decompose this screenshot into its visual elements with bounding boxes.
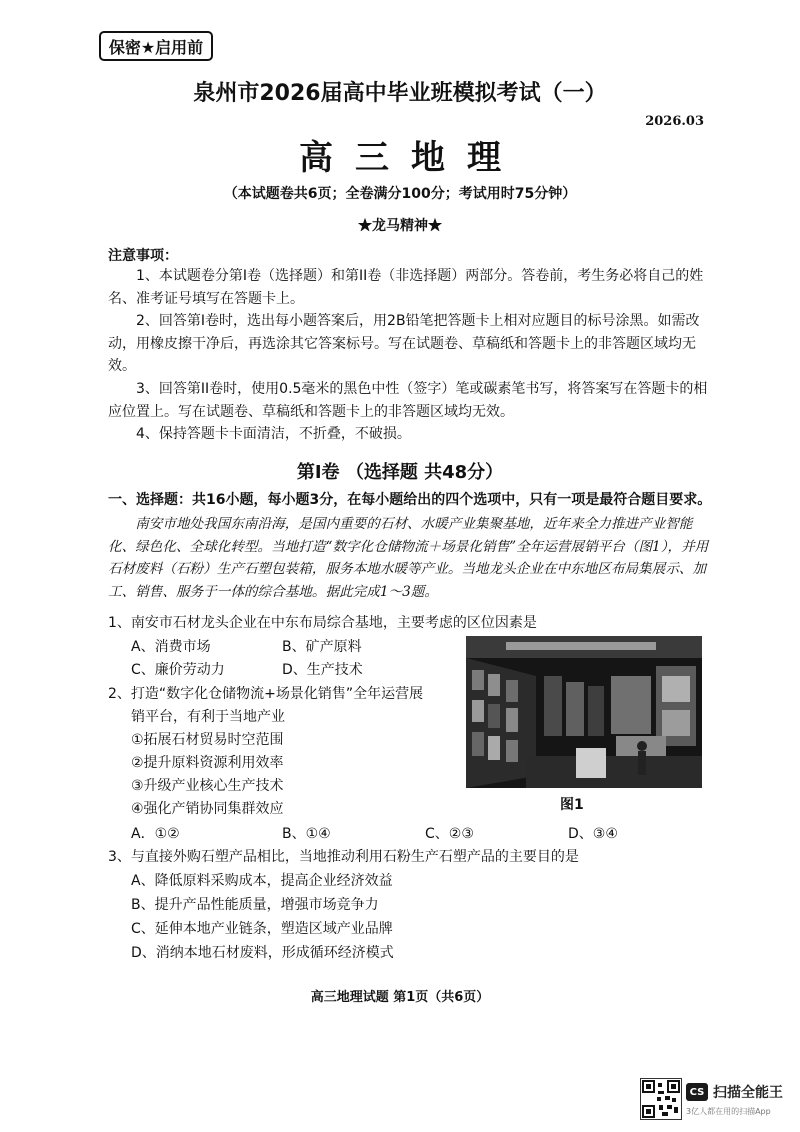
figure-1-label: 图1: [560, 797, 584, 813]
note-item: 4、保持答题卡卡面清洁，不折叠，不破损。: [136, 426, 411, 443]
cs-logo-icon: CS: [686, 1083, 708, 1101]
q2-option-c: C、②③: [425, 826, 474, 842]
paper-info: （本试题卷共6页；全卷满分100分；考试用时75分钟）: [223, 186, 577, 202]
q3-option-c: C、延伸本地产业链条，塑造区域产业品牌: [131, 921, 393, 937]
notes-section: [108, 245, 714, 446]
note-item: 1、本试题卷分第I卷（选择题）和第II卷（非选择题）两部分。答卷前，考生务必将自己的姓名、准考证号填写在答题卡上。: [108, 268, 704, 307]
q3-option-d: D、消纳本地石材废料，形成循环经济模式: [131, 945, 394, 961]
question-2-stem: 2、打造“数字化仓储物流+场景化销售”全年运营展: [108, 686, 424, 702]
note-item: 3、回答第II卷时，使用0.5毫米的黑色中性（签字）笔或碳素笔书写，将答案写在答题卡的相应位置上。写在试题卷、草稿纸和答题卡上的非答题区域均无效。: [108, 380, 708, 420]
q3-option-a: A、降低原料采购成本，提高企业经济效益: [131, 873, 393, 889]
question-1-stem: 1、南安市石材龙头企业在中东布局综合基地，主要考虑的区位因素是: [108, 615, 537, 631]
q2-statement: ④强化产销协同集群效应: [131, 801, 284, 817]
q1-option-d: D、生产技术: [282, 662, 363, 678]
scanner-app-tagline: 3亿人都在用的扫描App: [686, 1107, 771, 1116]
q2-statement: ②提升原料资源利用效率: [131, 755, 284, 771]
notes-heading: 注意事项：: [108, 248, 178, 264]
q1-option-a: A、消费市场: [131, 639, 211, 655]
q2-option-d: D、③④: [568, 826, 618, 842]
qr-code-icon: [640, 1078, 682, 1120]
q3-option-b: B、提升产品性能质量，增强市场竞争力: [131, 897, 379, 913]
page-footer: 高三地理试题 第1页（共6页）: [310, 990, 490, 1005]
passage: 南安市地处我国东南沿海，是国内重要的石材、水暖产业集聚基地，近年来全力推进产业智能化、绿色化、全球化转型。当地打造“数字化仓储物流＋场景化销售”全年运营展销平台（图1），并用石材废料（石粉）生产石塑包装箱，服务本地水暖等产业。当地龙头企业在中东地区布局集展示、加工、销售、服务于一体的综合基地。据此完成1～3题。: [108, 516, 709, 600]
section-title: 第I卷 （选择题 共48分）: [296, 462, 504, 483]
motto: ★龙马精神★: [358, 218, 442, 234]
figure-1-photo: [466, 636, 702, 788]
q2-option-b: B、①④: [282, 826, 331, 842]
q2-statement: ①拓展石材贸易时空范围: [131, 732, 284, 748]
q1-option-c: C、廉价劳动力: [131, 662, 225, 678]
confidential-label: 保密★启用前: [99, 31, 213, 61]
note-item: 2、回答第I卷时，选出每小题答案后，用2B铅笔把答题卡上相对应题目的标号涂黑。如需改动，用橡皮擦干净后，再选涂其它答案标号。写在试题卷、草稿纸和答题卡上的非答题区域均无效。: [108, 313, 700, 375]
scanner-app-name: 扫描全能王: [713, 1085, 783, 1101]
question-3-stem: 3、与直接外购石塑产品相比，当地推动利用石粉生产石塑产品的主要目的是: [108, 849, 579, 865]
showroom-image: [466, 636, 702, 788]
exam-date: 2026.03: [645, 114, 704, 129]
question-2-stem-cont: 销平台，有利于当地产业: [131, 709, 285, 725]
q2-option-a: A．①②: [131, 826, 180, 842]
exam-title: 泉州市2026届高中毕业班模拟考试（一）: [193, 81, 607, 106]
q1-option-b: B、矿产原料: [282, 639, 362, 655]
subject-title: 高三地理: [299, 138, 523, 178]
section-intro: 一、选择题：共16小题，每小题3分，在每小题给出的四个选项中，只有一项是最符合题目要求。: [108, 492, 712, 508]
q2-statement: ③升级产业核心生产技术: [131, 778, 284, 794]
